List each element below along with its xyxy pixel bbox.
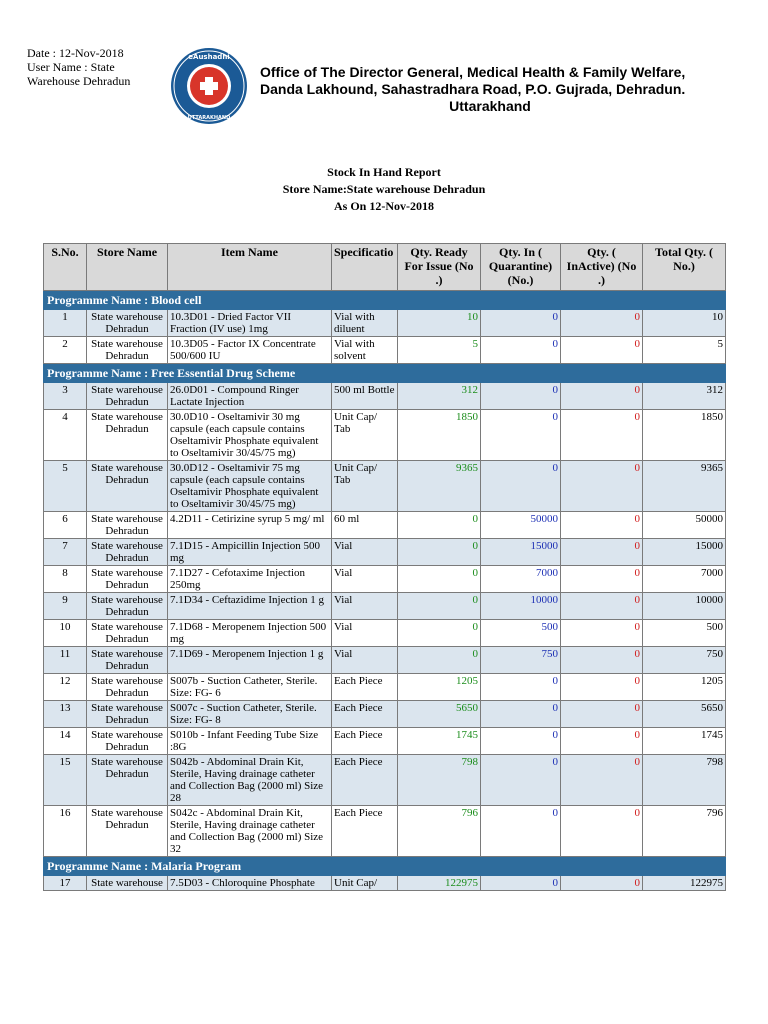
user-warehouse: Warehouse Dehradun: [27, 74, 131, 88]
row-qty-ready: 0: [398, 593, 481, 620]
row-qty-quarantine: 0: [481, 310, 561, 337]
row-specification: Vial: [332, 647, 398, 674]
row-sno: 10: [44, 620, 87, 647]
row-qty-ready: 1850: [398, 410, 481, 461]
logo-text-top: eAushadhi: [188, 53, 230, 61]
row-specification: Vial: [332, 539, 398, 566]
table-row: [44, 383, 726, 410]
row-item-name: S010b - Infant Feeding Tube Size :8G: [168, 728, 332, 755]
table-header-row: [44, 244, 726, 291]
row-item-name: S007b - Suction Catheter, Sterile. Size: FG- 6: [168, 674, 332, 701]
row-sno: 11: [44, 647, 87, 674]
row-qty-ready: 5: [398, 337, 481, 364]
report-meta: [27, 46, 130, 88]
row-qty-inactive: 0: [561, 806, 643, 857]
row-qty-ready: 1745: [398, 728, 481, 755]
row-qty-inactive: 0: [561, 410, 643, 461]
row-store-name: State warehouse Dehradun: [87, 512, 168, 539]
row-sno: 6: [44, 512, 87, 539]
row-qty-inactive: 0: [561, 539, 643, 566]
row-item-name: S042c - Abdominal Drain Kit, Sterile, Having drainage catheter and Collection Bag (2000 ml) Size 32: [168, 806, 332, 857]
row-qty-quarantine: 0: [481, 383, 561, 410]
eaushadhi-logo: [169, 46, 249, 126]
row-item-name: 30.0D10 - Oseltamivir 30 mg capsule (each capsule contains Oseltamivir Phosphate equivalent to Oseltamivir 30/45/75 mg): [168, 410, 332, 461]
row-total-qty: 50000: [643, 512, 726, 539]
table-row: [44, 566, 726, 593]
row-store-name: State warehouse Dehradun: [87, 620, 168, 647]
row-qty-ready: 1205: [398, 674, 481, 701]
row-item-name: 7.1D68 - Meropenem Injection 500 mg: [168, 620, 332, 647]
row-qty-inactive: 0: [561, 755, 643, 806]
office-address: [260, 64, 720, 115]
table-row: [44, 310, 726, 337]
row-total-qty: 5: [643, 337, 726, 364]
row-sno: 8: [44, 566, 87, 593]
row-qty-ready: 10: [398, 310, 481, 337]
report-heading: [0, 164, 768, 215]
row-qty-quarantine: 50000: [481, 512, 561, 539]
row-qty-inactive: 0: [561, 512, 643, 539]
row-total-qty: 10: [643, 310, 726, 337]
row-specification: Unit Cap/ Tab: [332, 461, 398, 512]
row-total-qty: 5650: [643, 701, 726, 728]
row-total-qty: 750: [643, 647, 726, 674]
row-qty-ready: 0: [398, 647, 481, 674]
row-qty-quarantine: 10000: [481, 593, 561, 620]
row-total-qty: 500: [643, 620, 726, 647]
row-qty-quarantine: 0: [481, 701, 561, 728]
row-qty-inactive: 0: [561, 461, 643, 512]
row-store-name: State warehouse Dehradun: [87, 383, 168, 410]
row-total-qty: 1205: [643, 674, 726, 701]
row-specification: 60 ml: [332, 512, 398, 539]
row-specification: Each Piece: [332, 701, 398, 728]
row-qty-ready: 0: [398, 566, 481, 593]
as-on-date: As On 12-Nov-2018: [333, 199, 434, 213]
row-store-name: State warehouse Dehradun: [87, 461, 168, 512]
row-total-qty: 796: [643, 806, 726, 857]
office-line-1: Office of The Director General, Medical Health & Family Welfare,: [260, 64, 686, 80]
row-qty-ready: 0: [398, 620, 481, 647]
row-specification: Vial with diluent: [332, 310, 398, 337]
row-qty-inactive: 0: [561, 647, 643, 674]
table-row: [44, 701, 726, 728]
table-row: [44, 755, 726, 806]
row-total-qty: 1850: [643, 410, 726, 461]
col-item-name: Item Name: [168, 244, 332, 291]
row-total-qty: 7000: [643, 566, 726, 593]
report-date: Date : 12-Nov-2018: [27, 46, 124, 60]
row-qty-inactive: 0: [561, 674, 643, 701]
row-store-name: State warehouse Dehradun: [87, 410, 168, 461]
row-specification: Unit Cap/ Tab: [332, 410, 398, 461]
programme-name: Programme Name : Blood cell: [44, 291, 726, 310]
row-item-name: S042b - Abdominal Drain Kit, Sterile, Having drainage catheter and Collection Bag (2000 ml) Size 28: [168, 755, 332, 806]
row-item-name: 4.2D11 - Cetirizine syrup 5 mg/ ml: [168, 512, 332, 539]
row-total-qty: 10000: [643, 593, 726, 620]
row-store-name: State warehouse Dehradun: [87, 310, 168, 337]
stock-table: [43, 243, 726, 891]
row-total-qty: 312: [643, 383, 726, 410]
row-sno: 14: [44, 728, 87, 755]
row-sno: 3: [44, 383, 87, 410]
col-specification: Specificatio: [332, 244, 398, 291]
table-row: [44, 539, 726, 566]
table-row: [44, 620, 726, 647]
row-qty-ready: 0: [398, 539, 481, 566]
row-sno: 16: [44, 806, 87, 857]
table-row: [44, 593, 726, 620]
row-sno: 9: [44, 593, 87, 620]
table-row: [44, 410, 726, 461]
col-qty-quarantine: Qty. In ( Quarantine) (No.): [481, 244, 561, 291]
row-specification: Vial: [332, 620, 398, 647]
row-sno: 17: [44, 876, 87, 891]
col-total-qty: Total Qty. ( No.): [643, 244, 726, 291]
row-sno: 13: [44, 701, 87, 728]
row-item-name: 7.1D34 - Ceftazidime Injection 1 g: [168, 593, 332, 620]
row-item-name: 26.0D01 - Compound Ringer Lactate Injection: [168, 383, 332, 410]
row-total-qty: 15000: [643, 539, 726, 566]
row-qty-quarantine: 0: [481, 410, 561, 461]
row-qty-quarantine: 0: [481, 755, 561, 806]
programme-name: Programme Name : Malaria Program: [44, 857, 726, 876]
col-store-name: Store Name: [87, 244, 168, 291]
row-qty-ready: 798: [398, 755, 481, 806]
row-item-name: 7.1D27 - Cefotaxime Injection 250mg: [168, 566, 332, 593]
row-qty-inactive: 0: [561, 566, 643, 593]
row-sno: 4: [44, 410, 87, 461]
row-qty-quarantine: 0: [481, 674, 561, 701]
row-total-qty: 9365: [643, 461, 726, 512]
programme-name: Programme Name : Free Essential Drug Scheme: [44, 364, 726, 383]
row-qty-ready: 796: [398, 806, 481, 857]
table-row: [44, 461, 726, 512]
logo-text-bottom: UTTARAKHAND: [187, 115, 231, 121]
row-specification: Each Piece: [332, 674, 398, 701]
row-qty-inactive: 0: [561, 383, 643, 410]
row-sno: 12: [44, 674, 87, 701]
row-qty-inactive: 0: [561, 876, 643, 891]
row-specification: Each Piece: [332, 806, 398, 857]
row-qty-ready: 5650: [398, 701, 481, 728]
programme-row: [44, 857, 726, 876]
row-qty-ready: 9365: [398, 461, 481, 512]
row-qty-inactive: 0: [561, 310, 643, 337]
row-total-qty: 122975: [643, 876, 726, 891]
row-qty-ready: 122975: [398, 876, 481, 891]
row-qty-ready: 0: [398, 512, 481, 539]
row-qty-inactive: 0: [561, 728, 643, 755]
row-item-name: 7.1D15 - Ampicillin Injection 500 mg: [168, 539, 332, 566]
col-qty-ready: Qty. Ready For Issue (No .): [398, 244, 481, 291]
row-sno: 7: [44, 539, 87, 566]
row-qty-inactive: 0: [561, 701, 643, 728]
user-name: User Name : State: [27, 60, 115, 74]
row-qty-quarantine: 750: [481, 647, 561, 674]
table-row: [44, 512, 726, 539]
office-line-2: Danda Lakhound, Sahastradhara Road, P.O. Gujrada, Dehradun.: [260, 81, 686, 97]
row-qty-quarantine: 0: [481, 728, 561, 755]
row-store-name: State warehouse Dehradun: [87, 701, 168, 728]
row-item-name: 10.3D05 - Factor IX Concentrate 500/600 IU: [168, 337, 332, 364]
report-title: Stock In Hand Report: [327, 165, 441, 179]
row-qty-inactive: 0: [561, 337, 643, 364]
stock-table-body: [44, 291, 726, 891]
row-specification: Unit Cap/: [332, 876, 398, 891]
table-row: [44, 337, 726, 364]
row-store-name: State warehouse Dehradun: [87, 674, 168, 701]
row-store-name: State warehouse Dehradun: [87, 539, 168, 566]
row-qty-ready: 312: [398, 383, 481, 410]
office-line-3: Uttarakhand: [449, 98, 531, 114]
row-store-name: State warehouse Dehradun: [87, 728, 168, 755]
row-qty-quarantine: 15000: [481, 539, 561, 566]
store-name: Store Name:State warehouse Dehradun: [282, 182, 486, 196]
table-row: [44, 674, 726, 701]
row-store-name: State warehouse Dehradun: [87, 755, 168, 806]
programme-row: [44, 364, 726, 383]
table-row: [44, 806, 726, 857]
row-sno: 1: [44, 310, 87, 337]
row-sno: 5: [44, 461, 87, 512]
row-qty-quarantine: 0: [481, 337, 561, 364]
row-specification: 500 ml Bottle: [332, 383, 398, 410]
row-item-name: 7.5D03 - Chloroquine Phosphate: [168, 876, 332, 891]
row-specification: Vial with solvent: [332, 337, 398, 364]
programme-row: [44, 291, 726, 310]
row-store-name: State warehouse: [87, 876, 168, 891]
row-item-name: 10.3D01 - Dried Factor VII Fraction (IV use) 1mg: [168, 310, 332, 337]
row-total-qty: 1745: [643, 728, 726, 755]
col-qty-inactive: Qty. ( InActive) (No .): [561, 244, 643, 291]
row-store-name: State warehouse Dehradun: [87, 593, 168, 620]
row-store-name: State warehouse Dehradun: [87, 806, 168, 857]
table-row: [44, 728, 726, 755]
row-store-name: State warehouse Dehradun: [87, 566, 168, 593]
row-qty-quarantine: 0: [481, 461, 561, 512]
row-qty-quarantine: 500: [481, 620, 561, 647]
row-specification: Each Piece: [332, 755, 398, 806]
row-specification: Vial: [332, 566, 398, 593]
row-qty-quarantine: 0: [481, 806, 561, 857]
row-total-qty: 798: [643, 755, 726, 806]
table-row: [44, 647, 726, 674]
col-sno: S.No.: [44, 244, 87, 291]
table-row: [44, 876, 726, 891]
row-qty-inactive: 0: [561, 620, 643, 647]
row-item-name: S007c - Suction Catheter, Sterile. Size: FG- 8: [168, 701, 332, 728]
row-item-name: 7.1D69 - Meropenem Injection 1 g: [168, 647, 332, 674]
row-sno: 15: [44, 755, 87, 806]
row-specification: Vial: [332, 593, 398, 620]
row-qty-quarantine: 7000: [481, 566, 561, 593]
row-sno: 2: [44, 337, 87, 364]
row-store-name: State warehouse Dehradun: [87, 337, 168, 364]
row-store-name: State warehouse Dehradun: [87, 647, 168, 674]
row-specification: Each Piece: [332, 728, 398, 755]
row-qty-quarantine: 0: [481, 876, 561, 891]
row-qty-inactive: 0: [561, 593, 643, 620]
row-item-name: 30.0D12 - Oseltamivir 75 mg capsule (each capsule contains Oseltamivir Phosphate equivalent to Oseltamivir 30/45/75 mg): [168, 461, 332, 512]
